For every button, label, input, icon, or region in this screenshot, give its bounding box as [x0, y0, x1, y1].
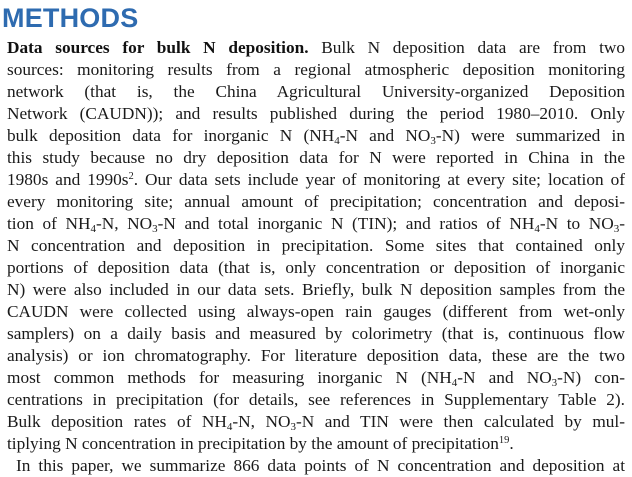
- text-line: [7, 37, 625, 59]
- text-line: [7, 345, 625, 367]
- text-line: [7, 59, 625, 81]
- subscript: 3: [551, 377, 558, 389]
- text-run: 1980s and 1990s: [7, 170, 129, 189]
- text-run: centrations in precipitation (for details, see references in Supplementary Table 2).: [7, 390, 625, 409]
- subscript: 4: [451, 377, 458, 389]
- subscript: 3: [152, 223, 158, 235]
- subscript: 3: [613, 223, 620, 235]
- text-run: -N and TIN were then calculated by mul-: [296, 412, 625, 431]
- text-run: -N) were summarized in: [435, 126, 625, 145]
- text-line: [7, 389, 625, 411]
- paragraph-lead: Data sources for bulk N deposition.: [7, 38, 309, 57]
- text-line: [7, 257, 625, 279]
- subscript: 4: [534, 223, 540, 235]
- text-run: -N, NO: [232, 412, 291, 431]
- text-run: samplers) on a daily basis and measured by colorimetry (that is, continuous flow: [7, 324, 625, 343]
- text-run: Network (CAUDN)); and results published during the period 1980–2010. Only: [7, 104, 625, 123]
- text-line: [7, 213, 625, 235]
- text-run: -: [619, 214, 625, 233]
- text-run: -N to NO: [539, 214, 614, 233]
- text-run: most common methods for measuring inorganic N (NH: [7, 368, 452, 387]
- text-run: network (that is, the China Agricultural University-organized Deposition: [7, 82, 625, 101]
- text-run: -N and NO: [457, 368, 552, 387]
- text-line: [7, 169, 625, 191]
- text-run: N concentration and deposition in precipitation. Some sites that contained only: [7, 236, 625, 255]
- text-run: this study because no dry deposition data for N were reported in China in the: [7, 148, 625, 167]
- text-run: . Our data sets include year of monitoring at every site; location of: [133, 170, 625, 189]
- subscript: 3: [290, 421, 296, 433]
- text-run: tion of NH: [7, 214, 91, 233]
- text-run: CAUDN were collected using always-open rain gauges (different from wet-only: [7, 302, 625, 321]
- text-line: [7, 81, 625, 103]
- text-line: [7, 125, 625, 147]
- text-run: .: [509, 434, 514, 453]
- text-run: N) were also included in our data sets. Briefly, bulk N deposition samples from the: [7, 280, 625, 299]
- text-line: [7, 191, 625, 213]
- text-line: [16, 455, 625, 475]
- text-line: [7, 147, 625, 169]
- text-run: -N and total inorganic N (TIN); and ratios of NH: [157, 214, 535, 233]
- text-line: [7, 103, 625, 125]
- text-line: [7, 235, 625, 257]
- text-run: -N and NO: [339, 126, 431, 145]
- reference-marker[interactable]: 19: [498, 435, 510, 446]
- text-run: sources: monitoring results from a regional atmospheric deposition monitoring: [7, 60, 625, 79]
- subscript: 4: [226, 421, 233, 433]
- text-line: [7, 301, 625, 323]
- text-run: bulk deposition data for inorganic N (NH: [7, 126, 335, 145]
- text-run: -N) con-: [557, 368, 625, 387]
- section-heading: METHODS: [2, 3, 139, 33]
- reference-marker[interactable]: 2: [128, 171, 134, 182]
- text-run: portions of deposition data (that is, only concentration or deposition of inorganic: [7, 258, 625, 277]
- text-run: Bulk deposition rates of NH: [7, 412, 227, 431]
- text-run: Bulk N deposition data are from two: [321, 38, 625, 57]
- subscript: 4: [334, 135, 340, 147]
- text-run: tiplying N concentration in precipitation by the amount of precipitation: [7, 434, 499, 453]
- text-run: -N, NO: [95, 214, 153, 233]
- subscript: 3: [430, 135, 436, 147]
- text-run: every monitoring site; annual amount of precipitation; concentration and deposi-: [7, 192, 625, 211]
- text-line: [7, 411, 625, 433]
- text-line: [7, 279, 625, 301]
- text-line: [7, 323, 625, 345]
- text-run: In this paper, we summarize 866 data points of N concentration and deposition at: [16, 456, 625, 475]
- subscript: 4: [90, 223, 96, 235]
- text-line: [7, 433, 625, 455]
- text-run: analysis) or ion chromatography. For literature deposition data, these are the two: [7, 346, 625, 365]
- text-line: [7, 367, 625, 389]
